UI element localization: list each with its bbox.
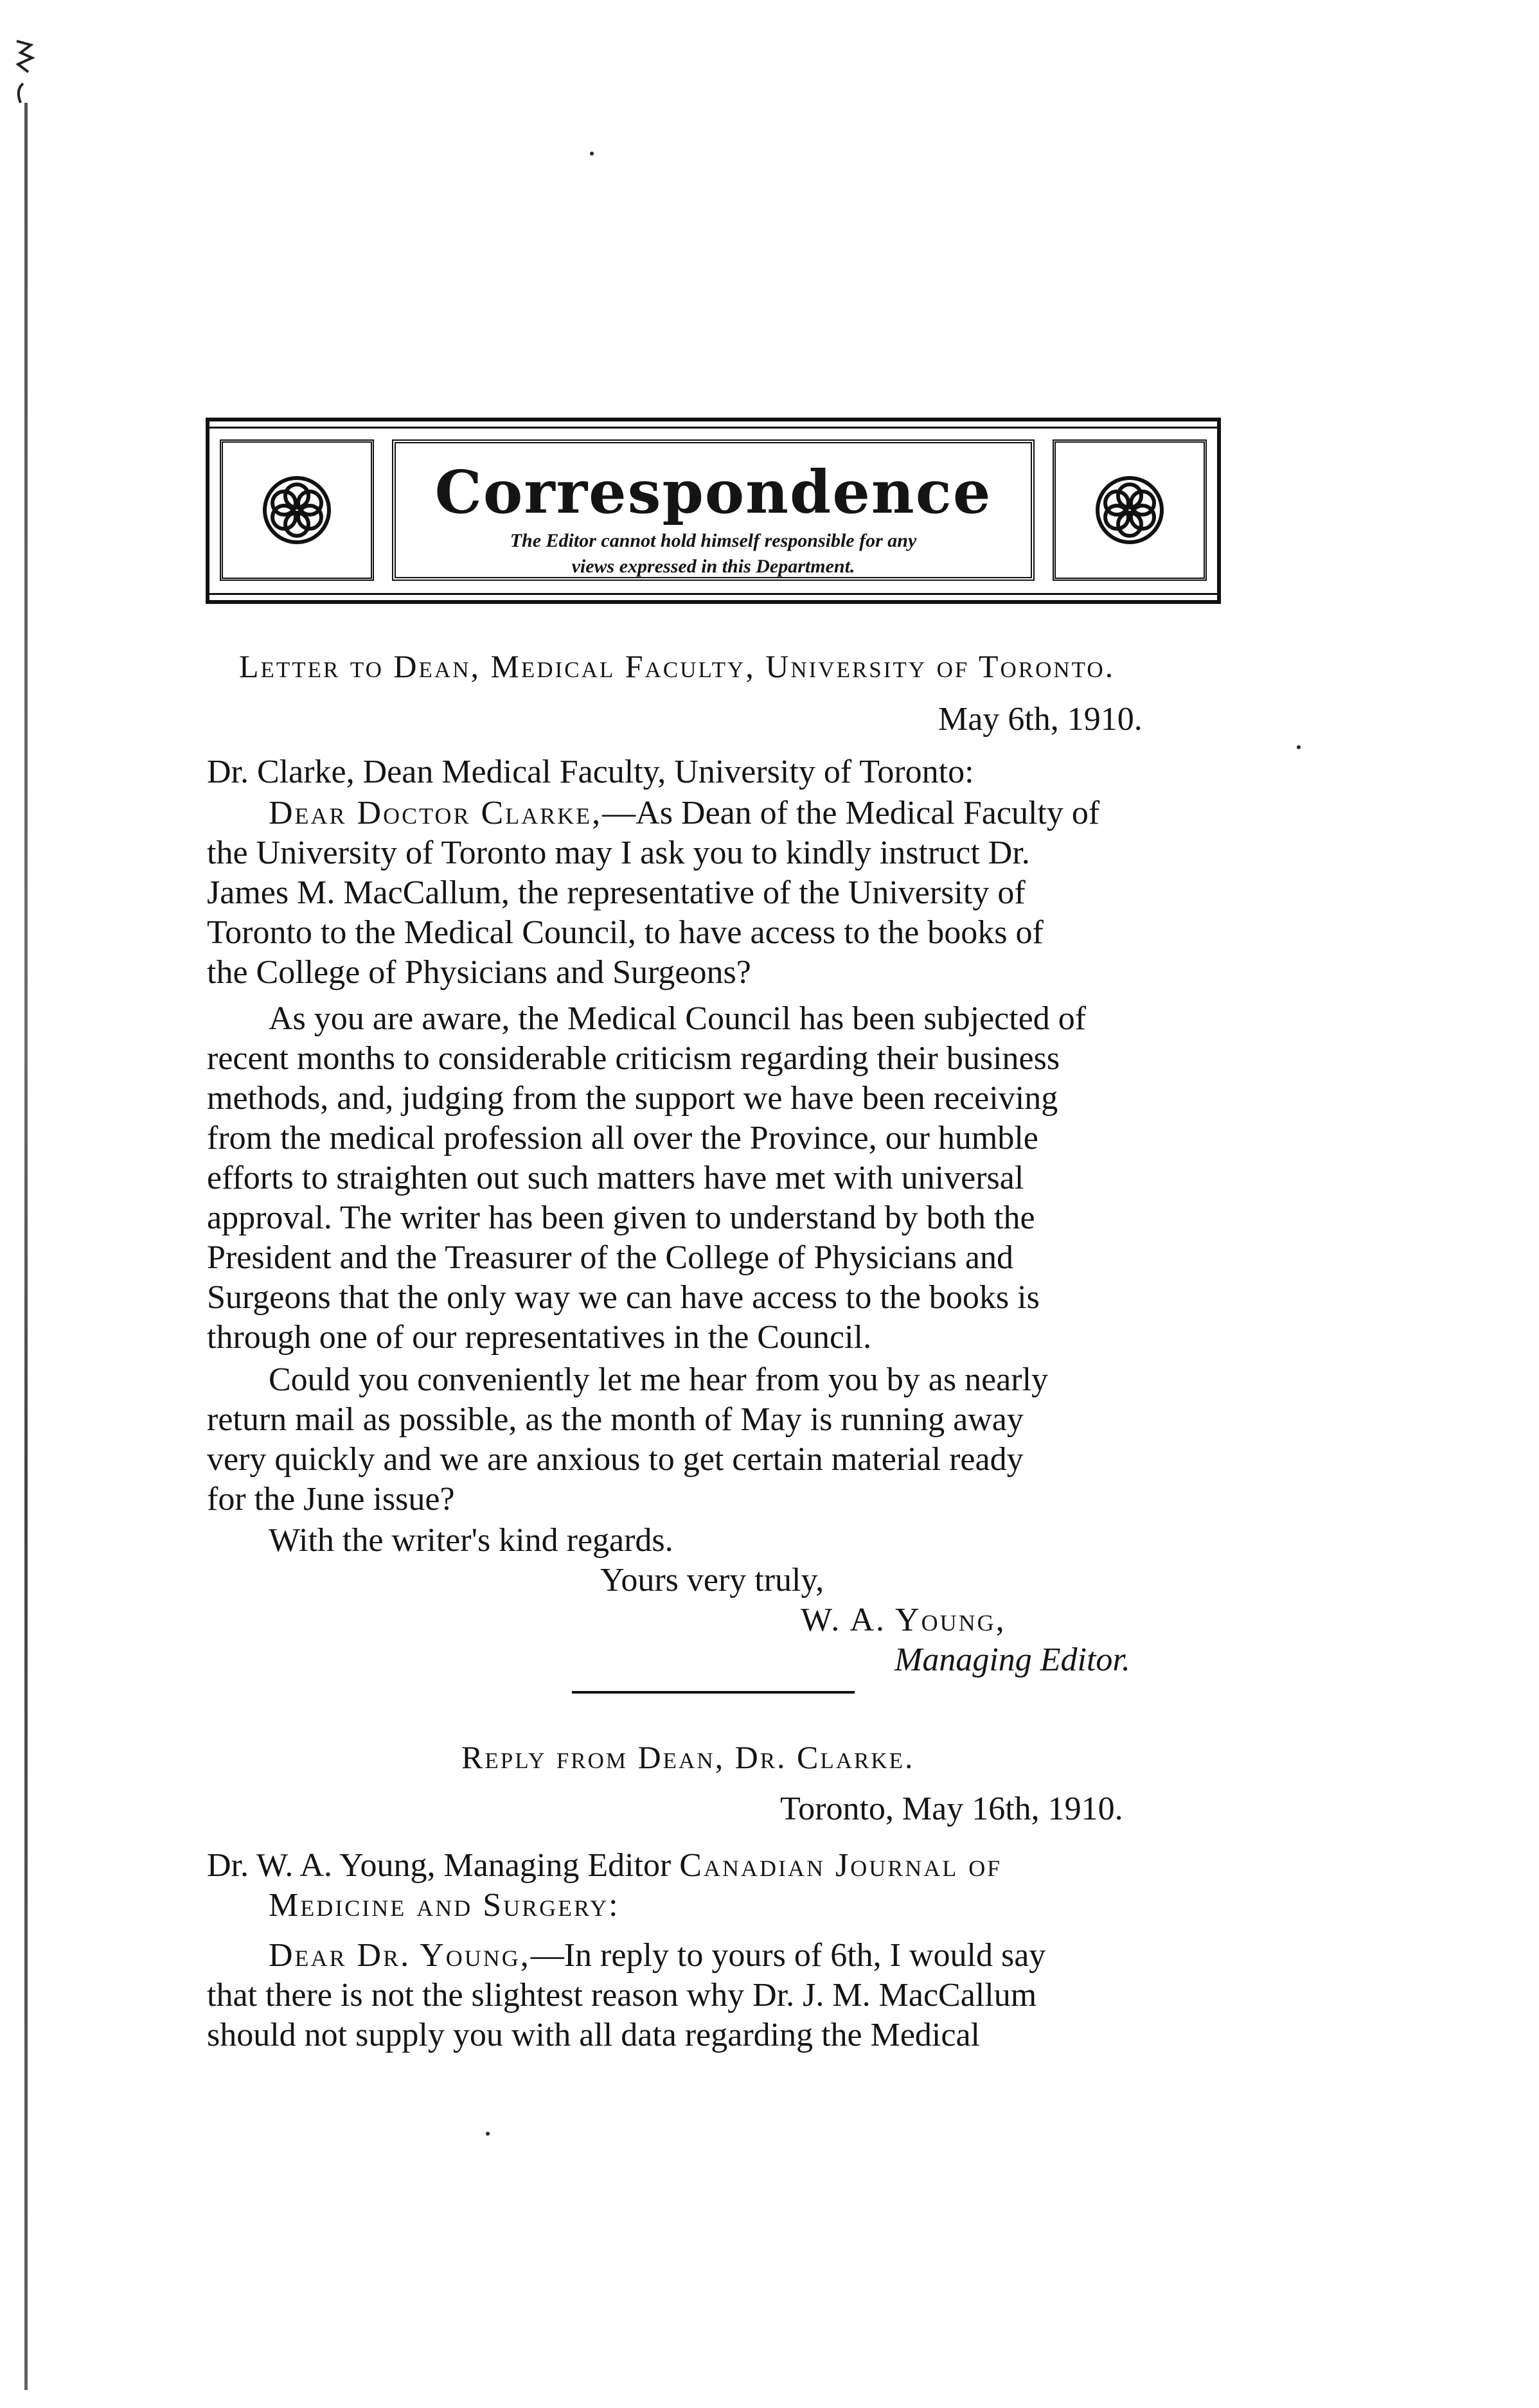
letter1-regards: With the writer's kind regards. — [269, 1522, 673, 1559]
letter2-journal-name: Canadian Journal of — [679, 1847, 1002, 1884]
letter1-p2-line9: through one of our representatives in the Council. — [207, 1319, 871, 1356]
letter1-p2-line1: As you are aware, the Medical Council has been subjected of — [269, 1000, 1087, 1037]
correspondence-banner — [206, 418, 1221, 604]
letter1-closing: Yours very truly, — [600, 1562, 824, 1598]
banner-ornament-box-left — [220, 439, 374, 581]
banner-rule-top — [206, 427, 1221, 429]
letter1-p3-line1: Could you conveniently let me hear from you by as nearly — [269, 1361, 1049, 1398]
gutter-mark — [12, 39, 37, 109]
section-divider — [572, 1691, 855, 1694]
letter1-p2-line3: methods, and, judging from the support we have been receiving — [207, 1080, 1058, 1117]
letter1-p2-line2: recent months to considerable criticism regarding their business — [207, 1040, 1060, 1077]
letter1-p3-line4: for the June issue? — [207, 1481, 455, 1518]
letter1-p1-line4: Toronto to the Medical Council, to have access to the books of — [207, 914, 1044, 951]
banner-rule-bottom — [206, 593, 1221, 595]
ink-speck — [486, 2132, 490, 2136]
page-gutter-line — [24, 103, 28, 2390]
letter1-p2-line7: President and the Treasurer of the College of Physicians and — [207, 1239, 1013, 1276]
letter1-p1-line1: —As Dean of the Medical Faculty of — [602, 795, 1100, 831]
letter2-address-prefix: Dr. W. A. Young, Managing Editor — [207, 1847, 680, 1884]
letter1-paragraph1-line — [269, 797, 1099, 830]
letter1-p1-line5: the College of Physicians and Surgeons? — [207, 954, 751, 991]
letter1-p2-line4: from the medical profession all over the Province, our humble — [207, 1120, 1038, 1156]
banner-center-box — [392, 439, 1035, 581]
letter2-p1-line3: should not supply you with all data regarding the Medical — [207, 2017, 980, 2053]
letter1-p2-line6: approval. The writer has been given to understand by both the — [207, 1200, 1035, 1236]
letter2-address-line2: Medicine and Surgery: — [269, 1887, 620, 1924]
letter1-p1-line3: James M. MacCallum, the representative of the University of — [207, 874, 1026, 911]
letter2-date: Toronto, May 16th, 1910. — [780, 1791, 1123, 1827]
rosette-icon — [262, 475, 332, 545]
ink-speck — [1297, 745, 1301, 749]
ink-speck — [590, 152, 594, 155]
letter1-salutation: Dear Doctor Clarke, — [269, 795, 603, 831]
letter1-signature: W. A. Young, — [801, 1602, 1006, 1638]
banner-note-line2: views expressed in this Department. — [571, 556, 855, 577]
letter1-date: May 6th, 1910. — [938, 701, 1143, 738]
letter2-p1-line1: —In reply to yours of 6th, I would say — [530, 1937, 1046, 1974]
letter1-heading: Letter to Dean, Medical Faculty, University of Toronto. — [239, 648, 1116, 684]
letter1-p3-line2: return mail as possible, as the month of May is running away — [207, 1401, 1024, 1438]
banner-note-line1: The Editor cannot hold himself responsible for any — [510, 530, 917, 551]
letter1-signature-title: Managing Editor. — [894, 1642, 1130, 1678]
letter2-paragraph1-line — [269, 1939, 1045, 1972]
letter2-heading: Reply from Dean, Dr. Clarke. — [461, 1739, 915, 1775]
letter1-p1-line2: the University of Toronto may I ask you to kindly instruct Dr. — [207, 835, 1030, 871]
letter2-p1-line2: that there is not the slightest reason why Dr. J. M. MacCallum — [207, 1977, 1037, 2014]
letter2-salutation: Dear Dr. Young, — [269, 1937, 531, 1974]
letter2-address-line1 — [207, 1849, 1002, 1882]
letter1-p2-line5: efforts to straighten out such matters have met with universal — [207, 1160, 1024, 1196]
banner-ornament-box-right — [1053, 439, 1207, 581]
letter1-p3-line3: very quickly and we are anxious to get certain material ready — [207, 1441, 1024, 1478]
letter1-address: Dr. Clarke, Dean Medical Faculty, University of Toronto: — [207, 754, 974, 790]
rosette-icon — [1094, 475, 1165, 545]
banner-title: Correspondence — [434, 457, 992, 527]
letter1-p2-line8: Surgeons that the only way we can have access to the books is — [207, 1279, 1040, 1316]
